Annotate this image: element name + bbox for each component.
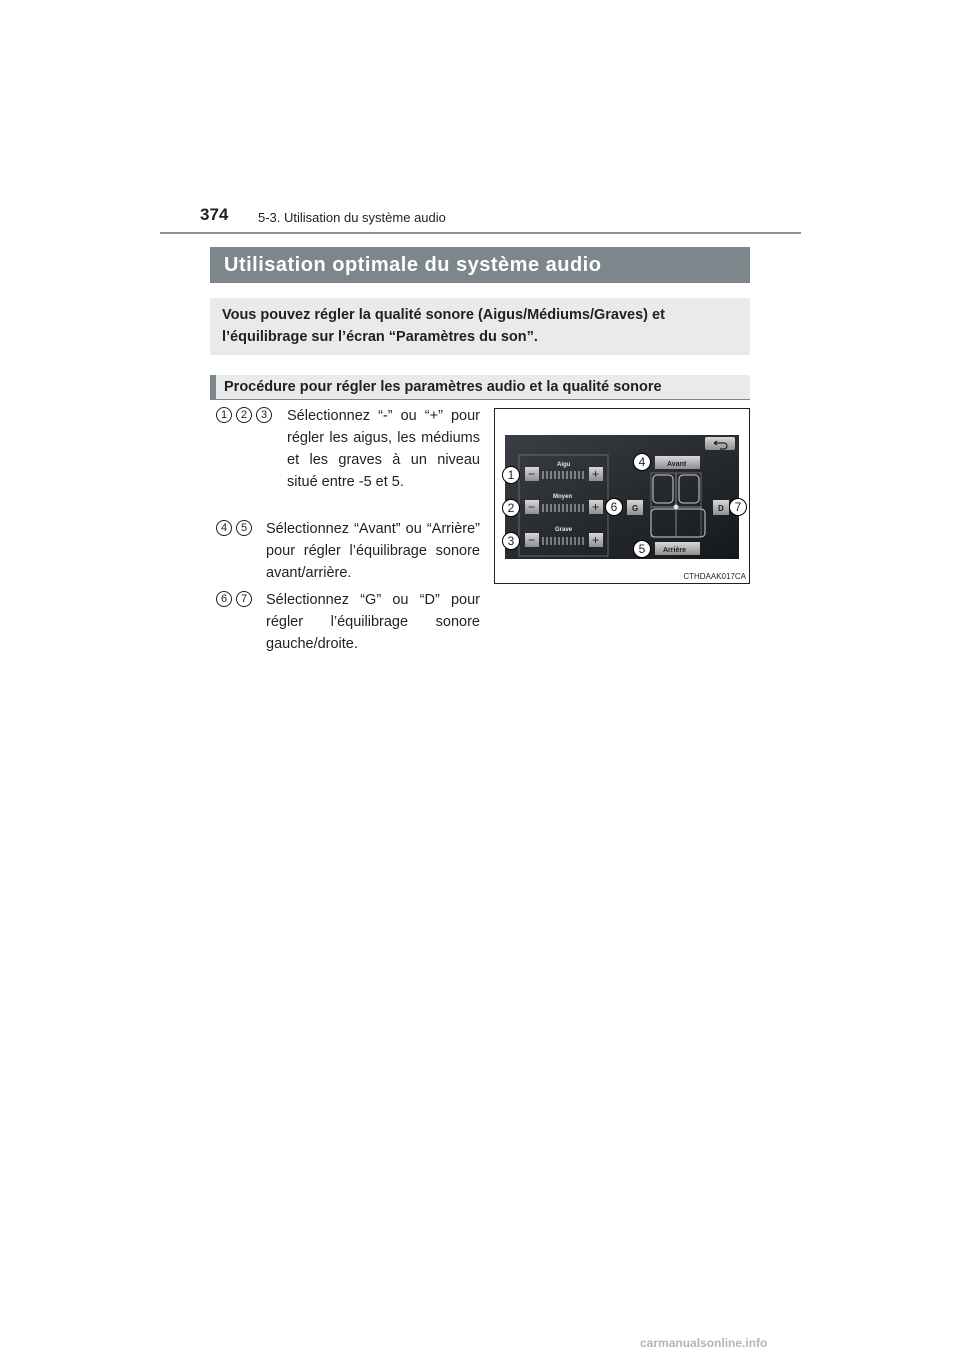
step-numbers: [216, 591, 252, 607]
step-text: Sélectionnez “-” ou “+” pour régler les aigus, les médiums et les graves à un niveau situé entre -5 et 5.: [287, 408, 480, 490]
section-title: Utilisation optimale du système audio: [210, 247, 750, 283]
svg-text:D: D: [718, 504, 724, 513]
callout-7: 7: [729, 498, 747, 516]
step-numbers: [216, 407, 272, 423]
watermark: carmanualsonline.info: [640, 1336, 768, 1350]
callout-4: 4: [633, 453, 651, 471]
step-number: 1: [216, 407, 232, 423]
step-number: 3: [256, 407, 272, 423]
callout-6: 6: [605, 498, 623, 516]
sound-settings-screen: [495, 409, 751, 585]
svg-text:+: +: [592, 500, 600, 514]
svg-text:G: G: [632, 504, 639, 513]
step-number: 7: [236, 591, 252, 607]
callout-5: 5: [633, 540, 651, 558]
svg-text:−: −: [528, 500, 536, 514]
step-1: [216, 405, 480, 493]
header-rule: [160, 232, 801, 234]
callout-1: 1: [502, 466, 520, 484]
step-number: 4: [216, 520, 232, 536]
svg-text:−: −: [528, 467, 536, 481]
step-3: [216, 589, 480, 655]
step-text: Sélectionnez “Avant” ou “Arrière” pour régler l’équilibrage sonore avant/arrière.: [266, 521, 480, 581]
step-2: [216, 518, 480, 584]
step-numbers: [216, 520, 252, 536]
svg-text:−: −: [528, 533, 536, 547]
sound-settings-figure: [494, 408, 750, 584]
svg-text:Avant: Avant: [667, 461, 687, 468]
step-number: 2: [236, 407, 252, 423]
step-number: 6: [216, 591, 232, 607]
callout-2: 2: [502, 499, 520, 517]
step-text: Sélectionnez “G” ou “D” pour régler l’équilibrage sonore gauche/droite.: [266, 592, 480, 652]
procedure-heading: Procédure pour régler les paramètres audio et la qualité sonore: [210, 375, 750, 400]
intro-box: Vous pouvez régler la qualité sonore (Aigus/Médiums/Graves) et l’équilibrage sur l’écran “Paramètres du son”.: [210, 298, 750, 355]
svg-text:Aigu: Aigu: [557, 462, 571, 468]
step-number: 5: [236, 520, 252, 536]
svg-text:Arrière: Arrière: [663, 547, 686, 554]
callout-3: 3: [502, 532, 520, 550]
chapter-title: 5-3. Utilisation du système audio: [258, 210, 446, 225]
svg-text:Moyen: Moyen: [553, 494, 573, 500]
svg-text:+: +: [592, 533, 600, 547]
page-number: 374: [200, 205, 229, 224]
svg-text:+: +: [592, 467, 600, 481]
figure-code: CTHDAAK017CA: [683, 572, 746, 581]
svg-text:Grave: Grave: [555, 527, 573, 533]
